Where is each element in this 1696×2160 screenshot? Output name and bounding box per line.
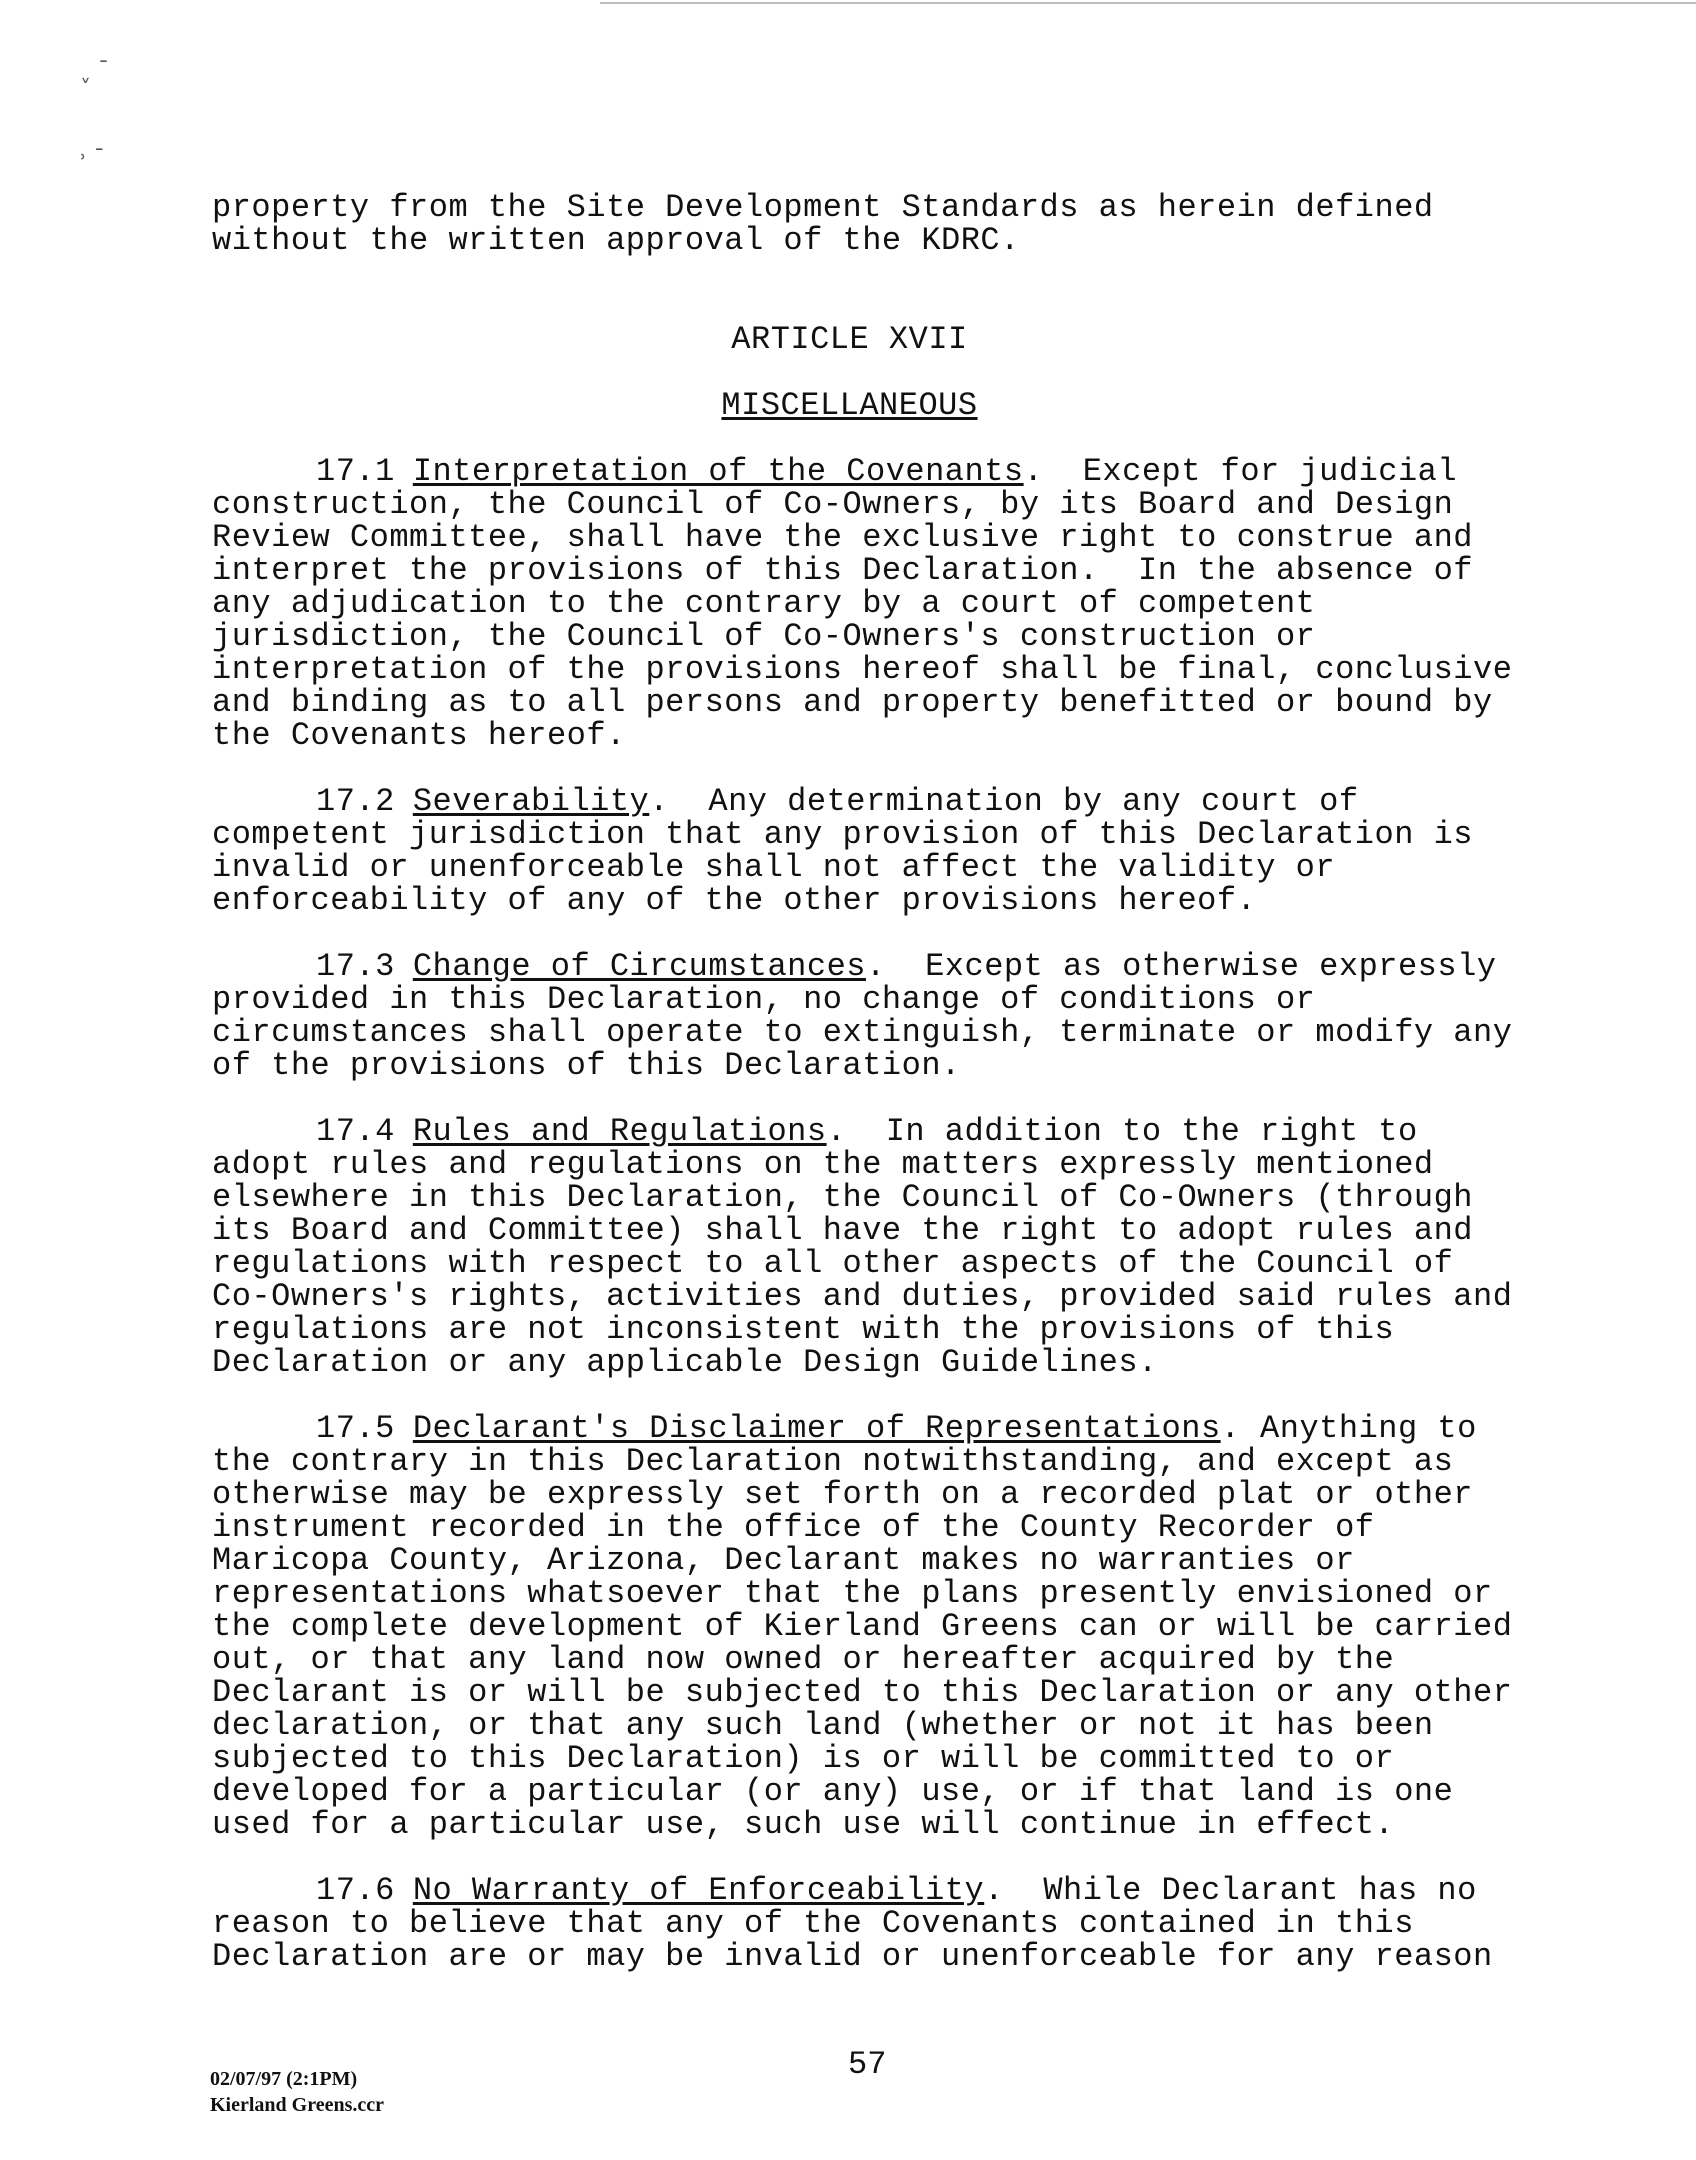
section-text: In addition to the right to adopt rules and regulations on the matters expressly mentioned elsewhere in this Declaration, the Council of Co-Owners (through its Board and Committee) shall have the right to adopt rules and regulations with respect to all other aspects of the Council of Co-Owners's rights, activities and duties, provided said rules and regulations are not inconsistent with the provisions of this Declaration or any applicable Design Guidelines.	[212, 1113, 1533, 1381]
section-17-3: 17.3 Change of Circumstances. Except as otherwise expressly provided in this Declaration, no change of conditions or circumstances shall operate to extinguish, terminate or modify any of the provisions of this Declaration.	[212, 948, 1533, 1084]
section-number: 17.1	[316, 453, 395, 490]
document-body	[212, 191, 1532, 1973]
section-17-2: 17.2 Severability. Any determination by any court of competent jurisdiction that any provision of this Declaration is invalid or unenforceable shall not affect the validity or enforceability of any of the other provisions hereof.	[212, 783, 1493, 919]
article-number: ARTICLE XVII	[731, 321, 968, 358]
section-text: Except for judicial construction, the Council of Co-Owners, by its Board and Design Review Committee, shall have the exclusive right to construe and interpret the provisions of this Declaration. In the absence of any adjudication to the contrary by a court of competent jurisdiction, the Council of Co-Owners's construction or interpretation of the provisions hereof shall be final, conclusive and binding as to all persons and property benefitted or bound by the Covenants hereof.	[212, 453, 1533, 754]
scan-mark: ˬ ˉ	[80, 58, 109, 83]
section-text: Except as otherwise expressly provided in this Declaration, no change of conditions or circumstances shall operate to extinguish, terminate or modify any of the provisions of this Declaration.	[212, 948, 1533, 1084]
section-17-4: 17.4 Rules and Regulations. In addition to the right to adopt rules and regulations on the matters expressly mentioned elsewhere in this Declaration, the Council of Co-Owners (through its Board and Committee) shall have the right to adopt rules and regulations with respect to all other aspects of the Council of Co-Owners's rights, activities and duties, provided said rules and regulations are not inconsistent with the provisions of this Declaration or any applicable Design Guidelines.	[212, 1113, 1533, 1381]
footer-meta	[210, 2066, 384, 2118]
section-number: 17.4	[316, 1113, 395, 1150]
section-17-6: 17.6 No Warranty of Enforceability. While Declarant has no reason to believe that any of the Covenants contained in this Declaration are or may be invalid or unenforceable for any reason	[212, 1872, 1497, 1975]
section-title: No Warranty of Enforceability	[412, 1872, 985, 1909]
section-17-1: 17.1 Interpretation of the Covenants. Except for judicial construction, the Council of Co-Owners, by its Board and Design Review Committee, shall have the exclusive right to construe and interpret the provisions of this Declaration. In the absence of any adjudication to the contrary by a court of competent jurisdiction, the Council of Co-Owners's construction or interpretation of the provisions hereof shall be final, conclusive and binding as to all persons and property benefitted or bound by the Covenants hereof.	[212, 453, 1533, 754]
section-title: Rules and Regulations	[412, 1113, 827, 1150]
section-text: Anything to the contrary in this Declaration notwithstanding, and except as otherwise may be expressly set forth on a recorded plat or other instrument recorded in the office of the County Recorder of Maricopa County, Arizona, Declarant makes no warranties or representations whatsoever that the plans presently envisioned or the complete development of Kierland Greens can or will be carried out, or that any land now owned or hereafter acquired by the Declarant is or will be subjected to this Declaration or any other declaration, or that any such land (whether or not it has been subjected to this Declaration) is or will be committed to or developed for a particular (or any) use, or if that land is one used for a particular use, such use will continue in effect.	[212, 1410, 1533, 1843]
section-title: Declarant's Disclaimer of Representations	[412, 1410, 1221, 1447]
page-number: 57	[848, 2046, 887, 2083]
scan-edge-line	[600, 2, 1696, 4]
section-17-5: 17.5 Declarant's Disclaimer of Representations. Anything to the contrary in this Declaration notwithstanding, and except as otherwise may be expressly set forth on a recorded plat or other instrument recorded in the office of the County Recorder of Maricopa County, Arizona, Declarant makes no warranties or representations whatsoever that the plans presently envisioned or the complete development of Kierland Greens can or will be carried out, or that any land now owned or hereafter acquired by the Declarant is or will be subjected to this Declaration or any other declaration, or that any such land (whether or not it has been subjected to this Declaration) is or will be committed to or developed for a particular (or any) use, or if that land is one used for a particular use, such use will continue in effect.	[212, 1410, 1533, 1843]
footer-filename: Kierland Greens.ccr	[210, 2094, 385, 2116]
scan-mark: ˒ ˉ	[80, 146, 105, 171]
section-number: 17.6	[316, 1872, 395, 1909]
section-title: Change of Circumstances	[412, 948, 866, 985]
article-title-text: MISCELLANEOUS	[721, 387, 978, 424]
section-number: 17.2	[316, 783, 395, 820]
intro-paragraph: property from the Site Development Standards as herein defined without the written approval of the KDRC.	[212, 189, 1454, 259]
article-title	[212, 389, 1532, 422]
section-text: Any determination by any court of competent jurisdiction that any provision of this Declaration is invalid or unenforceable shall not affect the validity or enforceability of any of the other provisions hereof.	[212, 783, 1493, 919]
section-number: 17.5	[316, 1410, 395, 1447]
footer-date: 02/07/97 (2:1PM)	[210, 2068, 358, 2090]
section-title: Interpretation of the Covenants	[412, 453, 1024, 490]
section-text: While Declarant has no reason to believe that any of the Covenants contained in this Declaration are or may be invalid or unenforceable for any reason	[212, 1872, 1497, 1975]
section-number: 17.3	[316, 948, 395, 985]
section-title: Severability	[412, 783, 650, 820]
